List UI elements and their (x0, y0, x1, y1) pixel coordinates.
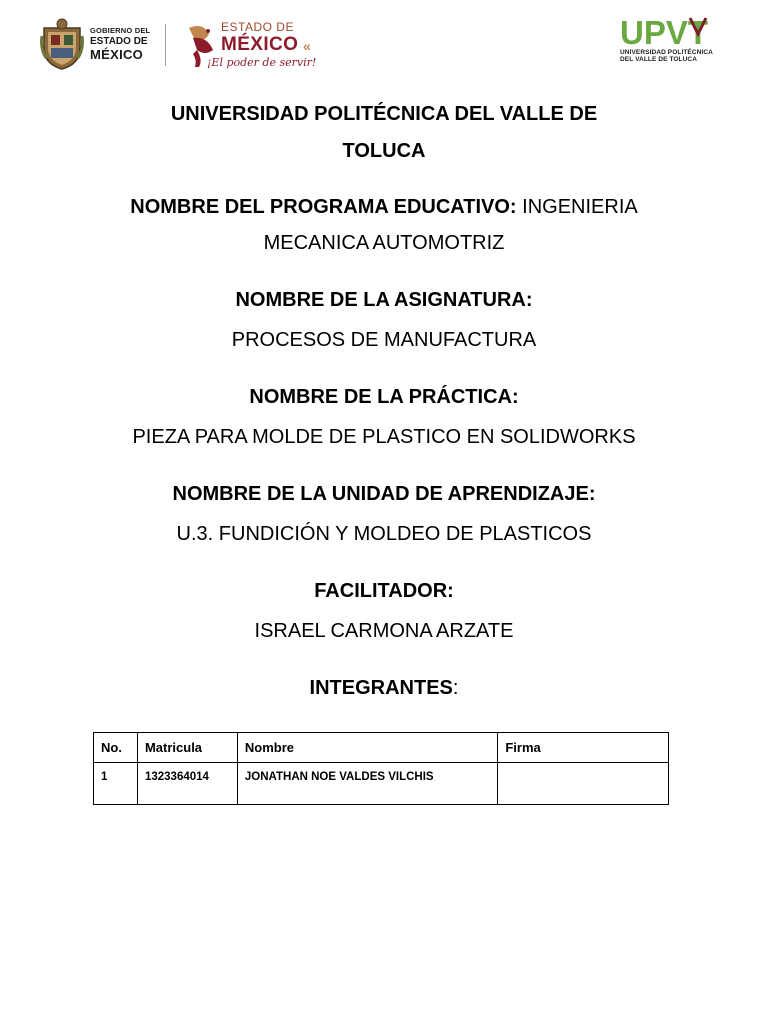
edomex-logo-line2: MÉXICO (221, 34, 299, 55)
subject-value: PROCESOS DE MANUFACTURA (231, 329, 537, 351)
members-table (93, 732, 669, 805)
table-header-row (94, 733, 669, 763)
unit-value: U.3. FUNDICIÓN Y MOLDEO DE PLASTICOS (176, 523, 592, 545)
university-name (0, 96, 768, 170)
edomex-logo-tagline: ¡El poder de servir! (207, 56, 317, 69)
cell-nombre: JONATHAN NOE VALDES VILCHIS (237, 763, 497, 805)
upvt-logo-line2: DEL VALLE DE TOLUCA (620, 56, 698, 64)
column-header-no: No. (94, 733, 138, 763)
facilitator-value: ISRAEL CARMONA ARZATE (254, 620, 514, 642)
column-header-firma: Firma (498, 733, 669, 763)
upvt-logo-line1: UNIVERSIDAD POLITÉCNICA (620, 49, 713, 56)
facilitator-section (0, 573, 768, 649)
program-value-part1: INGENIERIA (522, 196, 638, 218)
unit-label: NOMBRE DE LA UNIDAD DE APRENDIZAJE: (172, 483, 596, 505)
gob-logo-line1: GOBIERNO DEL (90, 26, 151, 36)
gobierno-estado-mexico-logo (40, 18, 150, 70)
table-row (94, 763, 669, 805)
program-value-part2: MECANICA AUTOMOTRIZ (263, 232, 505, 254)
upvt-wordmark (620, 14, 732, 48)
upvt-logo (620, 14, 732, 70)
university-name-line2: TOLUCA (342, 140, 426, 162)
program-section (0, 189, 768, 261)
members-colon: : (452, 677, 459, 699)
column-header-matricula: Matricula (137, 733, 237, 763)
page-header (0, 0, 768, 90)
unit-section (0, 476, 768, 552)
subject-section (0, 282, 768, 358)
coat-of-arms-icon (40, 18, 84, 70)
gob-logo-line2: ESTADO DE (90, 35, 148, 47)
university-name-line1: UNIVERSIDAD POLITÉCNICA DEL VALLE DE (170, 103, 598, 125)
column-header-nombre: Nombre (237, 733, 497, 763)
chevron-decoration-icon: « (303, 38, 311, 54)
cell-firma (498, 763, 669, 805)
gob-logo-line3: MÉXICO (90, 46, 144, 62)
edomex-logo-line1: ESTADO DE (221, 20, 294, 34)
practice-section (0, 379, 768, 455)
subject-label: NOMBRE DE LA ASIGNATURA: (235, 289, 533, 311)
logo-divider (165, 24, 166, 66)
cover-content (0, 96, 768, 707)
cell-no: 1 (94, 763, 138, 805)
members-label: INTEGRANTES (309, 677, 453, 699)
cell-matricula: 1323364014 (137, 763, 237, 805)
edomex-poder-de-servir-logo (183, 18, 323, 72)
members-heading (0, 670, 768, 707)
practice-value: PIEZA PARA MOLDE DE PLASTICO EN SOLIDWORKS (132, 426, 636, 448)
program-label: NOMBRE DEL PROGRAMA EDUCATIVO: (130, 196, 517, 218)
svg-text:UPVT: UPVT (620, 14, 709, 48)
practice-label: NOMBRE DE LA PRÁCTICA: (249, 386, 519, 408)
facilitator-label: FACILITADOR: (314, 580, 454, 602)
